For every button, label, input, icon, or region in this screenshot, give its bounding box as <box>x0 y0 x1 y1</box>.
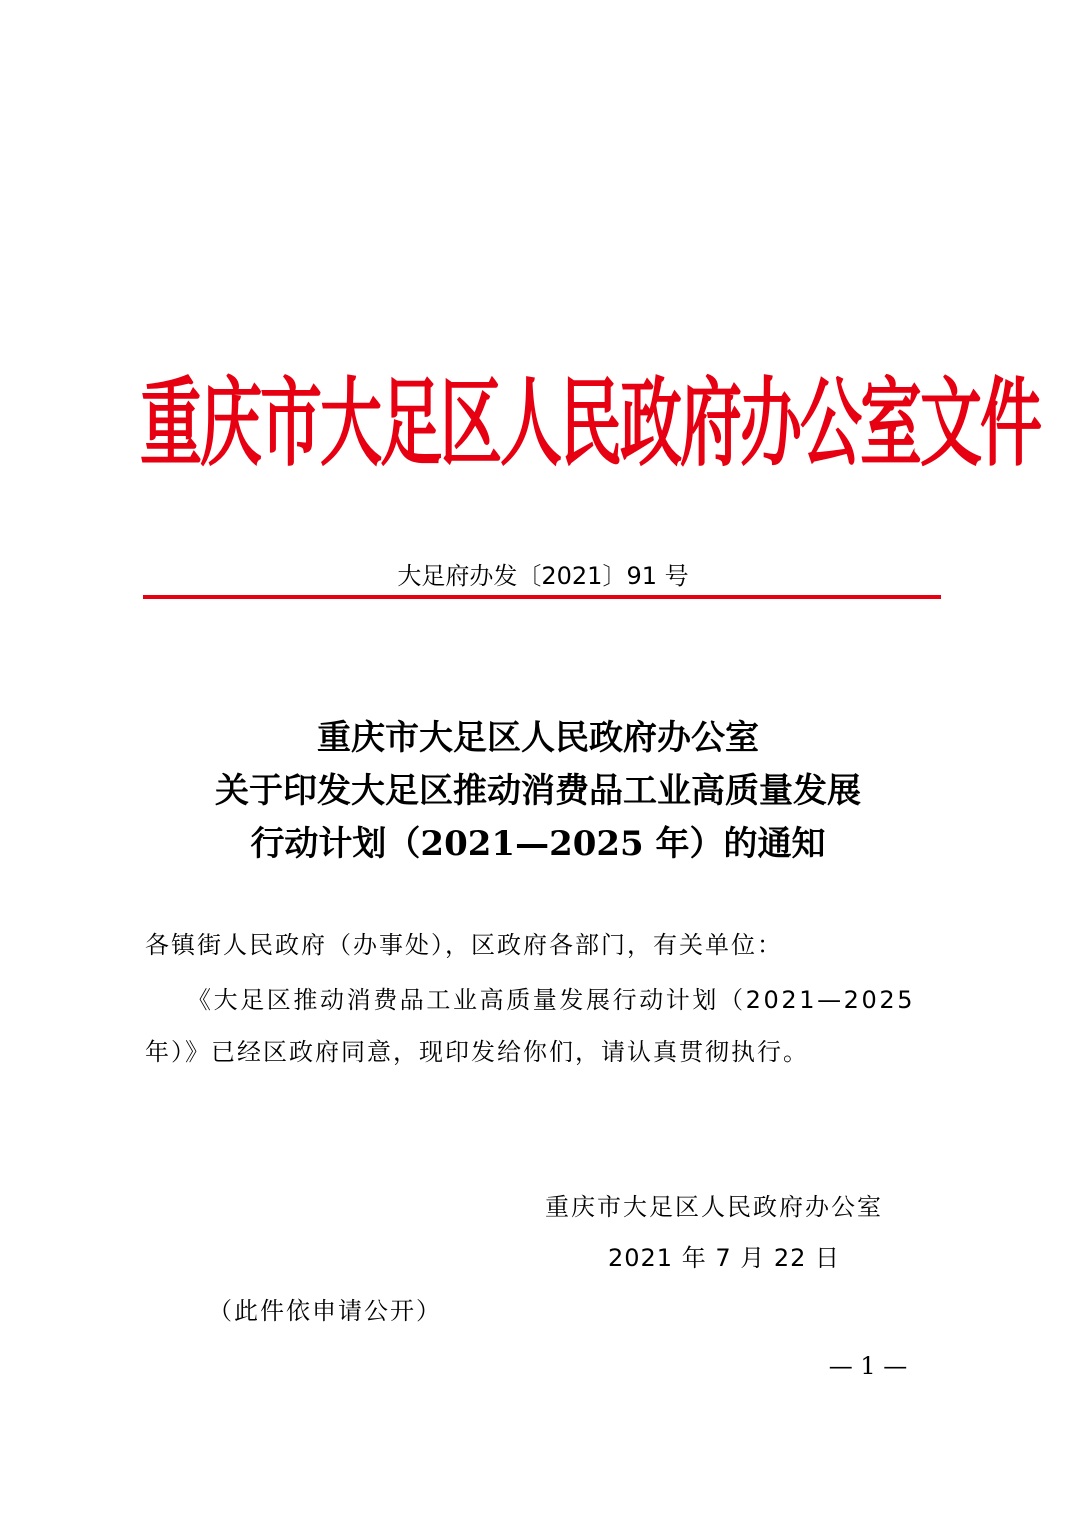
title-line-3: 行动计划（2021—2025 年）的通知 <box>250 824 826 864</box>
issuing-office: 重庆市大足区人民政府办公室 <box>545 1193 883 1221</box>
document-title <box>100 712 976 871</box>
body-line-1: 《大足区推动消费品工业高质量发展行动计划（2021—2025 <box>187 986 916 1014</box>
masthead-title: 重庆市大足区人民政府办公室文件 <box>140 366 1041 480</box>
title-line-2: 关于印发大足区推动消费品工业高质量发展 <box>215 771 861 811</box>
page-number: — 1 — <box>828 1352 908 1380</box>
disclosure-note: （此件依申请公开） <box>208 1297 442 1325</box>
body-line-2: 年）》已经区政府同意，现印发给你们，请认真贯彻执行。 <box>145 1038 809 1066</box>
red-divider-rule <box>143 595 941 599</box>
salutation: 各镇街人民政府（办事处），区政府各部门，有关单位： <box>145 931 783 959</box>
issue-date: 2021 年 7 月 22 日 <box>608 1244 841 1272</box>
title-line-1: 重庆市大足区人民政府办公室 <box>317 718 759 758</box>
document-number: 大足府办发〔2021〕91 号 <box>397 562 689 590</box>
